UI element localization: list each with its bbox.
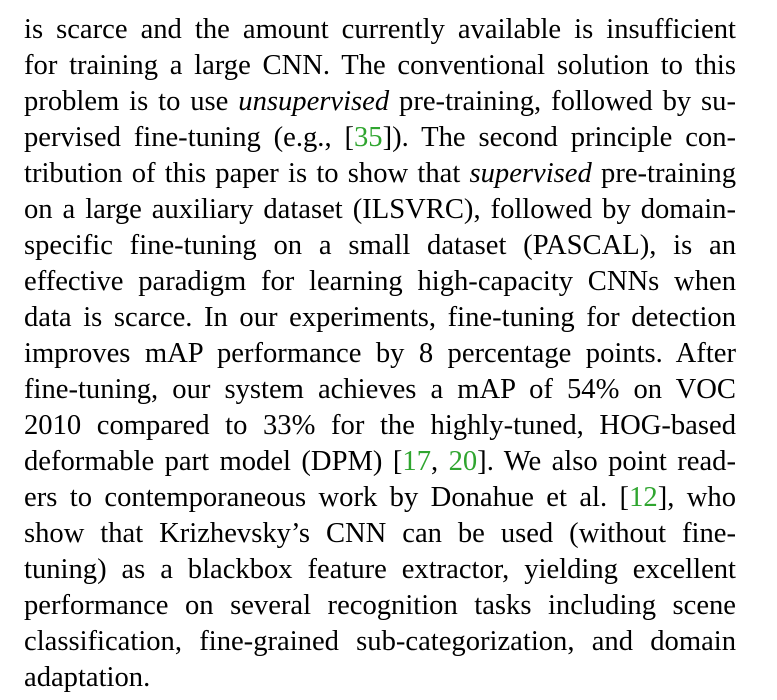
text-span: pre-training, followed by su-: [389, 86, 736, 117]
citation-link-20[interactable]: 20: [448, 446, 478, 477]
text-span: specific fine-tuning on a small dataset (PASCAL), is an: [24, 230, 736, 261]
text-span: effective paradigm for learning high-capacity CNNs when: [24, 266, 736, 297]
text-line-11: [24, 372, 736, 408]
text-span: on a large auxiliary dataset (ILSVRC), followed by domain-: [24, 194, 736, 225]
text-line-1: [24, 12, 736, 48]
text-line-17: [24, 588, 736, 624]
emphasis-supervised: supervised: [469, 158, 592, 189]
citation-link-17[interactable]: 17: [402, 446, 431, 477]
text-span: tuning) as a blackbox feature extractor, yielding excellent: [24, 554, 736, 585]
text-line-3: [24, 84, 736, 120]
text-span: data is scarce. In our experiments, fine-tuning for detection: [24, 302, 736, 333]
text-line-14: [24, 480, 736, 516]
text-line-7: [24, 228, 736, 264]
text-span: pervised fine-tuning (e.g., [: [24, 122, 354, 153]
text-span: adaptation.: [24, 662, 151, 693]
text-line-5: [24, 156, 736, 192]
text-span: performance on several recognition tasks including scene: [24, 590, 736, 621]
text-span: ,: [430, 446, 449, 477]
text-span: problem is to use: [24, 86, 239, 117]
text-line-6: [24, 192, 736, 228]
text-span: pre-training: [591, 158, 736, 189]
text-line-13: [24, 444, 736, 480]
text-span: ]). The second principle con-: [382, 122, 737, 153]
text-span: is scarce and the amount currently available is insufficient: [24, 14, 736, 45]
text-line-9: [24, 300, 736, 336]
text-span: 2010 compared to 33% for the highly-tuned, HOG-based: [24, 410, 736, 441]
text-line-15: [24, 516, 736, 552]
text-line-12: [24, 408, 736, 444]
text-span: for training a large CNN. The conventional solution to this: [24, 50, 736, 81]
text-line-4: [24, 120, 736, 156]
emphasis-unsupervised: unsupervised: [238, 86, 390, 117]
text-span: fine-tuning, our system achieves a mAP of 54% on VOC: [24, 374, 736, 405]
text-span: improves mAP performance by 8 percentage points. After: [24, 338, 736, 369]
citation-link-12[interactable]: 12: [629, 482, 658, 513]
citation-link-35[interactable]: 35: [354, 122, 383, 153]
text-span: ]. We also point read-: [477, 446, 737, 477]
text-line-2: [24, 48, 736, 84]
text-span: show that Krizhevsky’s CNN can be used (without fine-: [24, 518, 736, 549]
text-line-16: [24, 552, 736, 588]
text-line-8: [24, 264, 736, 300]
text-line-18: [24, 624, 736, 660]
text-span: deformable part model (DPM) [: [24, 446, 403, 477]
text-line-10: [24, 336, 736, 372]
text-span: tribution of this paper is to show that: [24, 158, 470, 189]
text-span: classification, fine-grained sub-categorization, and domain: [24, 626, 736, 657]
text-span: ers to contemporaneous work by Donahue et al. [: [24, 482, 630, 513]
text-line-19: [24, 660, 736, 696]
text-span: ], who: [657, 482, 737, 513]
